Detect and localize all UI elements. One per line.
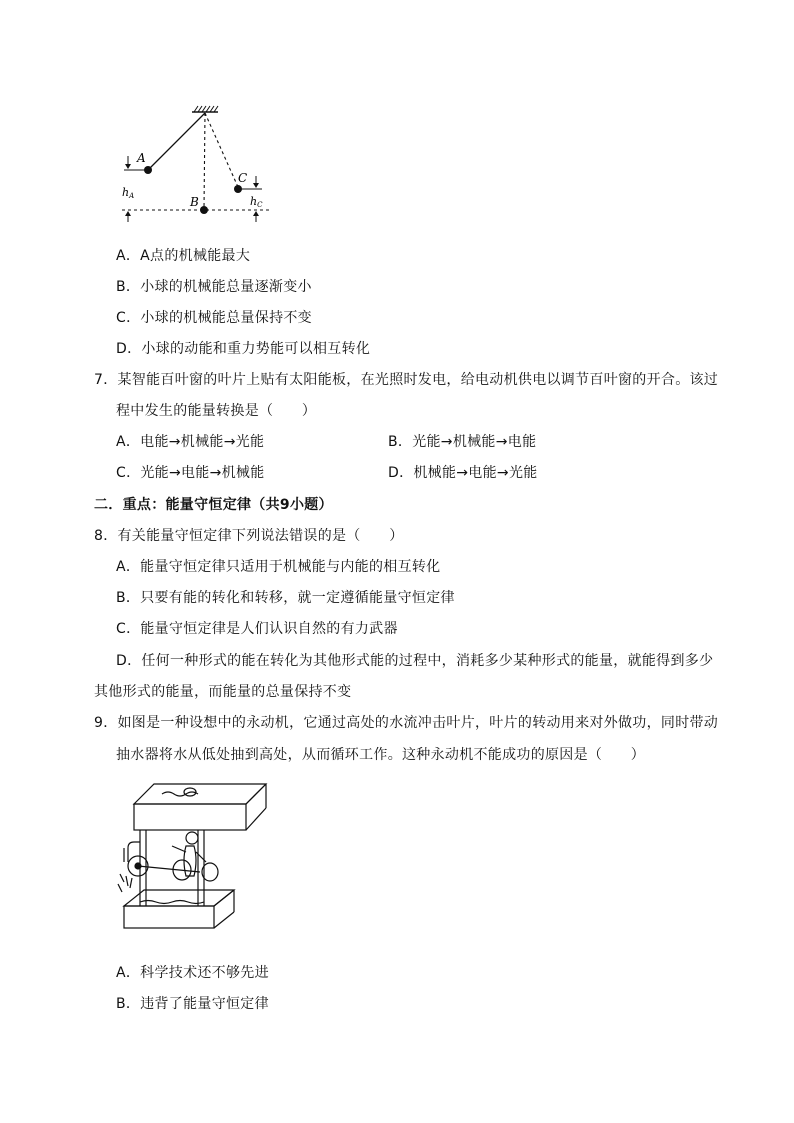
label-c: C	[238, 171, 248, 185]
perpetual-motion-figure	[110, 778, 270, 948]
q8-option-d: D．任何一种形式的能在转化为其他形式能的过程中，消耗多少某种形式的能量，就能得到多少	[116, 653, 714, 669]
label-hc: hC	[250, 195, 263, 209]
q7-option-c: C．光能→电能→机械能	[116, 465, 265, 481]
label-b: B	[190, 195, 199, 209]
section-heading: 二．重点：能量守恒定律（共9小题）	[94, 497, 333, 513]
q8-stem: 8．有关能量守恒定律下列说法错误的是（ ）	[94, 528, 404, 544]
q9-option-b: B．违背了能量守恒定律	[116, 996, 269, 1012]
q7-stem-line1: 7．某智能百叶窗的叶片上贴有太阳能板，在光照时发电，给电动机供电以调节百叶窗的开合。该过	[94, 372, 719, 388]
q6-option-d: D．小球的动能和重力势能可以相互转化	[116, 341, 371, 357]
q8-option-b: B．只要有能的转化和转移，就一定遵循能量守恒定律	[116, 590, 455, 606]
q8-option-c: C．能量守恒定律是人们认识自然的有力武器	[116, 621, 398, 637]
q7-option-d: D．机械能→电能→光能	[388, 465, 538, 481]
q7-option-a: A．电能→机械能→光能	[116, 434, 265, 450]
pendulum-figure	[112, 104, 282, 226]
q7-stem-line2: 程中发生的能量转换是（ ）	[116, 403, 317, 419]
q8-option-d-cont: 其他形式的能量，而能量的总量保持不变	[94, 684, 352, 700]
label-ha: hA	[122, 186, 135, 200]
q7-option-b: B．光能→机械能→电能	[388, 434, 537, 450]
q9-stem-line2: 抽水器将水从低处抽到高处，从而循环工作。这种永动机不能成功的原因是（ ）	[116, 747, 646, 763]
q9-stem-line1: 9．如图是一种设想中的永动机，它通过高处的水流冲击叶片，叶片的转动用来对外做功，同时带动	[94, 715, 719, 731]
q6-option-b: B．小球的机械能总量逐渐变小	[116, 279, 312, 295]
q9-option-a: A．科学技术还不够先进	[116, 965, 269, 981]
label-a: A	[137, 151, 146, 165]
q6-option-a: A．A点的机械能最大	[116, 248, 251, 264]
q8-option-a: A．能量守恒定律只适用于机械能与内能的相互转化	[116, 559, 441, 575]
q6-option-c: C．小球的机械能总量保持不变	[116, 310, 312, 326]
